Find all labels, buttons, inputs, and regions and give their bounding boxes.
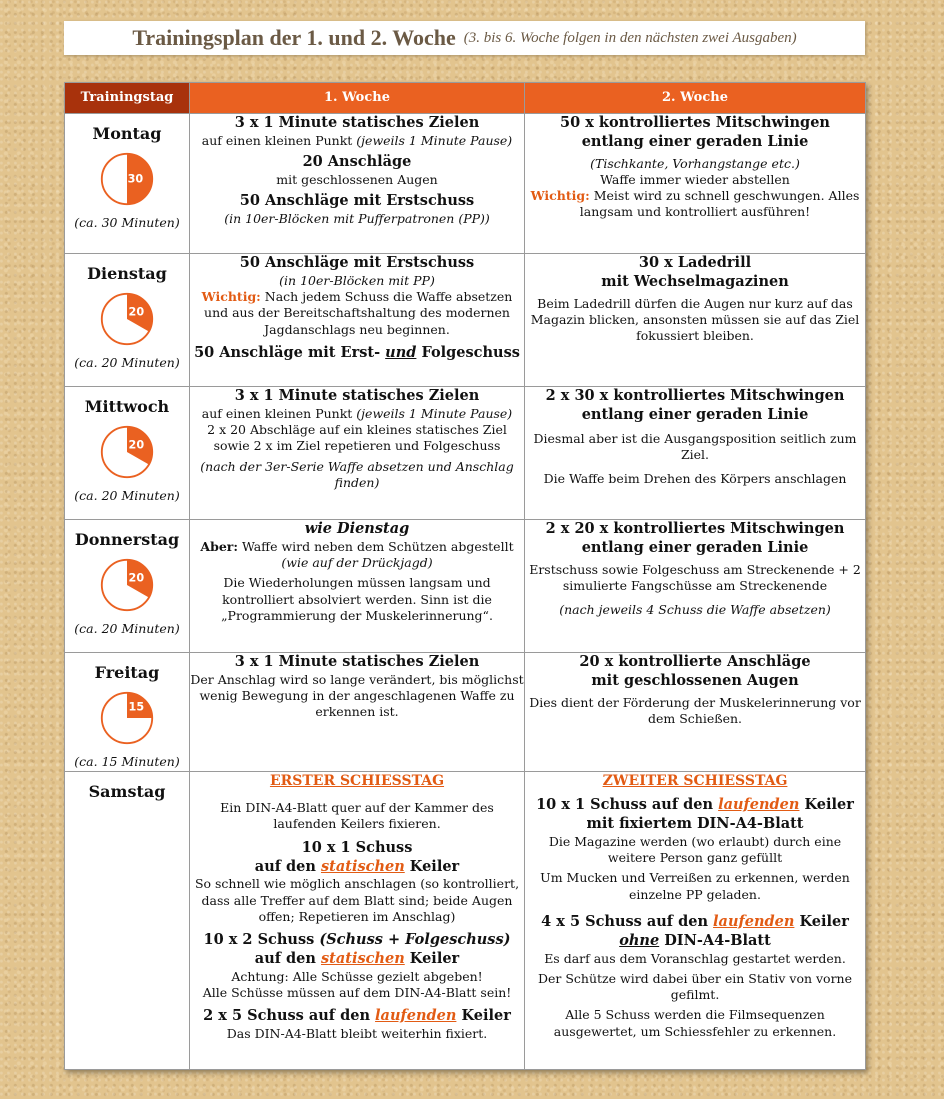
heading-part: Keiler <box>794 912 849 930</box>
pie-minutes-label: 30 <box>127 172 144 186</box>
exercise-note: Diesmal aber ist die Ausgangsposition seitlich zum Ziel. <box>533 430 857 462</box>
header-week-1: 1. Woche <box>190 83 525 114</box>
exercise-heading: 30 x Ladedrill <box>638 254 752 271</box>
exercise-note: Beim Ladedrill dürfen die Augen nur kurz auf das Magazin blicken, ansonsten müssen sie auf das Ziel fokussiert bleiben. <box>530 295 860 344</box>
exercise-heading <box>525 932 865 951</box>
day-name: Montag <box>92 124 162 143</box>
heading-part: auf den <box>254 949 321 967</box>
duration-text: (ca. 30 Minuten) <box>74 214 180 230</box>
day-name: Freitag <box>94 663 160 682</box>
day-cell-donnerstag <box>65 520 190 653</box>
note-bold: Aber: <box>200 538 238 554</box>
exercise-note: (wie auf der Drückjagd) <box>281 555 433 571</box>
duration-pie-chart <box>99 151 155 207</box>
exercise-note: Der Anschlag wird so lange verändert, bis möglichst wenig Bewegung in der angeschlagenen Waffe zu erkennen ist. <box>190 671 524 720</box>
exercise-heading <box>190 950 524 969</box>
section-title-second-shooting-day: ZWEITER SCHIESSTAG <box>602 773 788 789</box>
warning-note <box>525 188 865 221</box>
day-cell-mittwoch <box>65 387 190 520</box>
warning-note <box>190 289 524 338</box>
duration-pie-chart <box>99 291 155 347</box>
exercise-heading: 50 x kontrolliertes Mitschwingen <box>560 114 830 131</box>
exercise-heading: mit geschlossenen Augen <box>591 671 799 689</box>
exercise-note: Die Magazine werden (wo erlaubt) durch eine weitere Person ganz gefüllt <box>548 833 842 866</box>
exercise-heading <box>190 344 524 363</box>
pie-minutes-label: 20 <box>128 571 145 585</box>
exercise-heading: entlang einer geraden Linie <box>581 132 809 150</box>
note-text: Nach jedem Schuss die Waffe absetzen und aus der Bereitschaftshaltung des modernen Jagdanschlags neu beginnen. <box>204 289 513 337</box>
heading-part: 50 Anschläge mit Erst- <box>194 343 386 361</box>
heading-part: auf den <box>254 857 321 875</box>
week2-cell-mittwoch <box>525 387 866 520</box>
exercise-note <box>190 406 524 422</box>
exercise-note: Um Mucken und Verreißen zu erkennen, werden einzelne PP geladen. <box>540 870 850 902</box>
row-dienstag <box>65 254 866 387</box>
heading-part: 10 x 1 Schuss auf den <box>536 796 719 814</box>
exercise-note <box>190 133 524 149</box>
week2-cell-donnerstag <box>525 520 866 653</box>
exercise-note: Es darf aus dem Voranschlag gestartet werden. <box>544 950 846 966</box>
exercise-note: Das DIN-A4-Blatt bleibt weiterhin fixiert. <box>226 1026 488 1042</box>
heading-part: Keiler <box>799 796 854 814</box>
warning-label: Wichtig: <box>530 188 590 204</box>
duration-pie-chart <box>99 424 155 480</box>
training-plan-table <box>64 82 866 1070</box>
duration-text: (ca. 20 Minuten) <box>74 487 180 503</box>
exercise-note <box>190 539 524 555</box>
heading-part: Keiler <box>404 949 460 967</box>
heading-italic: (Schuss + Folgeschuss) <box>319 931 511 949</box>
exercise-heading: entlang einer geraden Linie <box>581 538 809 556</box>
week2-cell-dienstag <box>525 254 866 387</box>
row-donnerstag <box>65 520 866 653</box>
header-row <box>65 83 866 114</box>
week1-cell-donnerstag <box>190 520 525 653</box>
exercise-heading <box>190 858 524 877</box>
exercise-note: Ein DIN-A4-Blatt quer auf der Kammer des laufenden Keilers fixieren. <box>220 800 494 832</box>
heading-part: 10 x 2 Schuss <box>203 931 320 949</box>
exercise-heading: mit fixiertem DIN-A4-Blatt <box>586 815 804 833</box>
title-box <box>64 21 865 55</box>
exercise-note: Waffe immer wieder abstellen <box>600 171 790 187</box>
day-name: Donnerstag <box>74 530 180 549</box>
exercise-heading: 3 x 1 Minute statisches Zielen <box>234 114 480 131</box>
heading-part: Keiler <box>404 857 460 875</box>
exercise-heading: 50 Anschläge mit Erstschuss <box>239 192 475 210</box>
heading-part: Folgeschuss <box>416 343 520 361</box>
exercise-heading: 20 Anschläge <box>302 153 412 171</box>
exercise-heading <box>190 1007 524 1026</box>
heading-part: 2 x 5 Schuss auf den <box>203 1007 376 1025</box>
note-text: Meist wird zu schnell geschwungen. Alles langsam und kontrolliert ausführen! <box>579 188 860 220</box>
row-mittwoch <box>65 387 866 520</box>
exercise-note: Erstschuss sowie Folgeschuss am Streckenende + 2 simulierte Fangschüsse am Streckenende <box>529 561 861 593</box>
heading-part: 4 x 5 Schuss auf den <box>541 912 714 930</box>
duration-text: (ca. 20 Minuten) <box>74 620 180 636</box>
exercise-heading: wie Dienstag <box>304 520 410 537</box>
exercise-note: (Tischkante, Vorhangstange etc.) <box>590 155 800 171</box>
heading-keyword: statischen <box>320 857 405 875</box>
row-montag <box>65 114 866 254</box>
exercise-note: Der Schütze wird dabei über ein Stativ von vorne gefilmt. <box>537 970 853 1003</box>
exercise-note: Dies dient der Förderung der Muskelerinnerung vor dem Schießen. <box>529 694 861 726</box>
heading-keyword: laufenden <box>718 796 800 814</box>
duration-pie-chart <box>99 557 155 613</box>
pie-minutes-label: 15 <box>128 700 145 714</box>
day-cell-freitag <box>65 653 190 772</box>
day-cell-montag <box>65 114 190 254</box>
header-week-2: 2. Woche <box>525 83 866 114</box>
note-text: Waffe wird neben dem Schützen abgestellt <box>238 538 514 554</box>
heading-part: Keiler <box>456 1007 511 1025</box>
exercise-heading: 50 Anschläge mit Erstschuss <box>239 254 475 271</box>
duration-text: (ca. 15 Minuten) <box>74 753 180 769</box>
day-name: Dienstag <box>87 264 167 283</box>
note-italic: (jeweils 1 Minute Pause) <box>356 132 513 148</box>
exercise-note: Die Waffe beim Drehen des Körpers anschlagen <box>543 471 847 487</box>
pie-minutes-label: 20 <box>128 438 145 452</box>
week1-cell-samstag <box>190 772 525 1070</box>
exercise-note: Achtung: Alle Schüsse gezielt abgeben! <box>231 968 483 984</box>
duration-pie-chart <box>99 690 155 746</box>
exercise-heading <box>190 931 524 950</box>
week1-cell-mittwoch <box>190 387 525 520</box>
day-name: Mittwoch <box>84 397 170 416</box>
week2-cell-samstag <box>525 772 866 1070</box>
heading-emphasis: ohne <box>619 931 660 949</box>
week2-cell-freitag <box>525 653 866 772</box>
exercise-note: Die Wiederholungen müssen langsam und kontrolliert absolviert werden. Sinn ist die „Programmierung der Muskelerinnerung“. <box>221 575 493 623</box>
exercise-note: (nach der 3er-Serie Waffe absetzen und Anschlag finden) <box>200 458 514 490</box>
week2-cell-montag <box>525 114 866 254</box>
note-italic: (jeweils 1 Minute Pause) <box>356 405 513 421</box>
exercise-note: Alle 5 Schuss werden die Filmsequenzen ausgewertet, um Schiessfehler zu erkennen. <box>553 1007 837 1039</box>
heading-part: DIN-A4-Blatt <box>659 931 771 949</box>
exercise-heading: 2 x 20 x kontrolliertes Mitschwingen <box>545 520 845 537</box>
exercise-heading: entlang einer geraden Linie <box>581 405 809 423</box>
exercise-note: 2 x 20 Abschläge auf ein kleines statisches Ziel sowie 2 x im Ziel repetieren und Folgeschuss <box>207 422 507 454</box>
exercise-note: mit geschlossenen Augen <box>276 171 438 187</box>
exercise-note: So schnell wie möglich anschlagen (so kontrolliert, dass alle Treffer auf dem Blatt sind; beide Augen offen; Repetieren im Anschlag) <box>194 876 520 924</box>
header-training-day: Trainingstag <box>65 83 190 114</box>
exercise-heading <box>525 796 865 815</box>
exercise-heading: 3 x 1 Minute statisches Zielen <box>234 387 480 404</box>
warning-label: Wichtig: <box>201 289 261 305</box>
exercise-note: Alle Schüsse müssen auf dem DIN-A4-Blatt sein! <box>202 985 512 1001</box>
section-title-first-shooting-day: ERSTER SCHIESSTAG <box>269 773 445 789</box>
note-text: auf einen kleinen Punkt <box>201 132 357 148</box>
heading-emphasis: und <box>385 343 417 361</box>
day-cell-samstag <box>65 772 190 1070</box>
week1-cell-freitag <box>190 653 525 772</box>
exercise-heading: 3 x 1 Minute statisches Zielen <box>234 653 480 670</box>
exercise-note: (in 10er-Blöcken mit PP) <box>279 272 435 288</box>
row-samstag <box>65 772 866 1070</box>
exercise-heading: mit Wechselmagazinen <box>601 272 789 290</box>
day-cell-dienstag <box>65 254 190 387</box>
day-name: Samstag <box>88 782 166 801</box>
exercise-note: (nach jeweils 4 Schuss die Waffe absetzen) <box>559 602 831 618</box>
heading-keyword: laufenden <box>713 912 795 930</box>
pie-minutes-label: 20 <box>128 305 145 319</box>
exercise-heading: 2 x 30 x kontrolliertes Mitschwingen <box>545 387 845 404</box>
heading-keyword: laufenden <box>375 1007 457 1025</box>
exercise-note: (in 10er-Blöcken mit Pufferpatronen (PP)) <box>224 211 490 227</box>
exercise-heading <box>525 913 865 932</box>
page-title: Trainingsplan der 1. und 2. Woche <box>132 25 456 50</box>
duration-text: (ca. 20 Minuten) <box>74 354 180 370</box>
row-freitag <box>65 653 866 772</box>
heading-keyword: statischen <box>320 949 405 967</box>
exercise-heading: 10 x 1 Schuss <box>301 838 413 856</box>
week1-cell-montag <box>190 114 525 254</box>
exercise-heading: 20 x kontrollierte Anschläge <box>579 653 811 670</box>
page-subtitle: (3. bis 6. Woche folgen in den nächsten zwei Ausgaben) <box>463 29 797 46</box>
note-text: auf einen kleinen Punkt <box>201 405 357 421</box>
week1-cell-dienstag <box>190 254 525 387</box>
